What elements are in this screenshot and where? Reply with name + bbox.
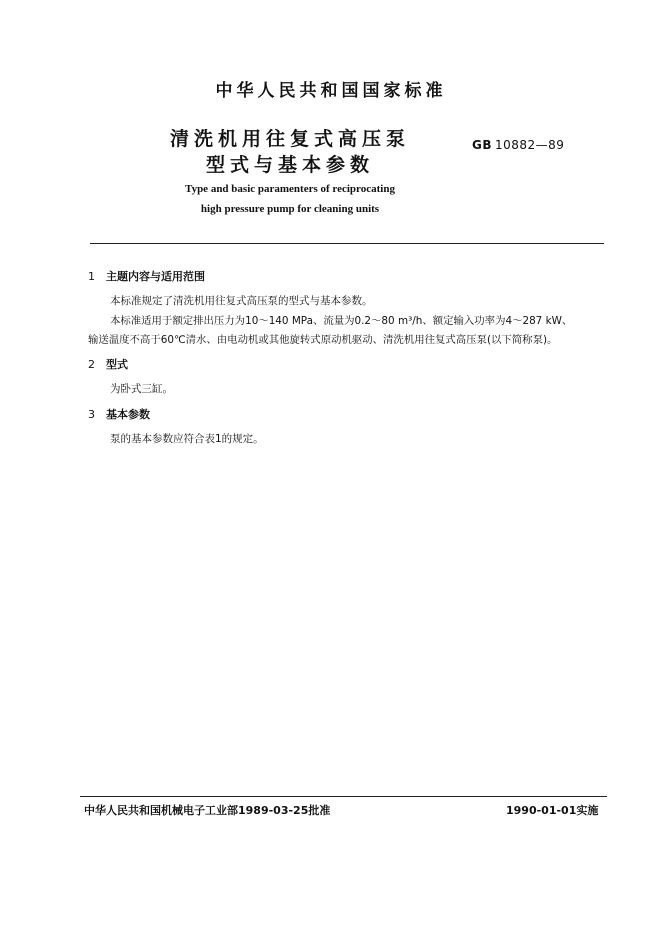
paragraph: 输送温度不高于60℃清水、由电动机或其他旋转式原动机驱动、清洗机用往复式高压泵(以下简称泵)。 <box>88 334 558 346</box>
header-divider <box>90 243 604 244</box>
effective-date: 1990-01-01实施 <box>506 804 599 817</box>
section-2-heading <box>88 356 128 372</box>
title-cn-line1: 清洗机用往复式高压泵 <box>169 128 410 150</box>
standard-code <box>472 138 564 152</box>
issuing-authority: 中华人民共和国机械电子工业部1989-03-25批准 <box>84 804 331 817</box>
title-en-line2: high pressure pump for cleaning units <box>200 203 380 215</box>
paragraph: 泵的基本参数应符合表1的规定。 <box>110 433 264 445</box>
section-1-heading <box>88 268 205 284</box>
paragraph: 为卧式三缸。 <box>110 383 173 395</box>
title-cn-line2: 型式与基本参数 <box>205 154 374 176</box>
footer-divider <box>80 796 607 797</box>
org-title: 中华人民共和国国家标准 <box>215 81 447 101</box>
section-3-heading <box>88 406 150 422</box>
section-title: 基本参数 <box>106 408 150 421</box>
section-number: 2 <box>88 358 95 371</box>
title-en-line1: Type and basic paramenters of reciprocating <box>185 183 395 195</box>
section-number: 3 <box>88 408 95 421</box>
paragraph: 本标准规定了清洗机用往复式高压泵的型式与基本参数。 <box>110 295 373 307</box>
standard-number: 10882—89 <box>495 138 565 152</box>
standard-prefix: GB <box>472 138 492 152</box>
section-number: 1 <box>88 270 95 283</box>
paragraph: 本标准适用于额定排出压力为10～140 MPa、流量为0.2～80 m³/h、额定输入功率为4～287 kW、 <box>110 315 573 327</box>
section-title: 主题内容与适用范围 <box>106 270 205 283</box>
section-title: 型式 <box>106 358 128 371</box>
